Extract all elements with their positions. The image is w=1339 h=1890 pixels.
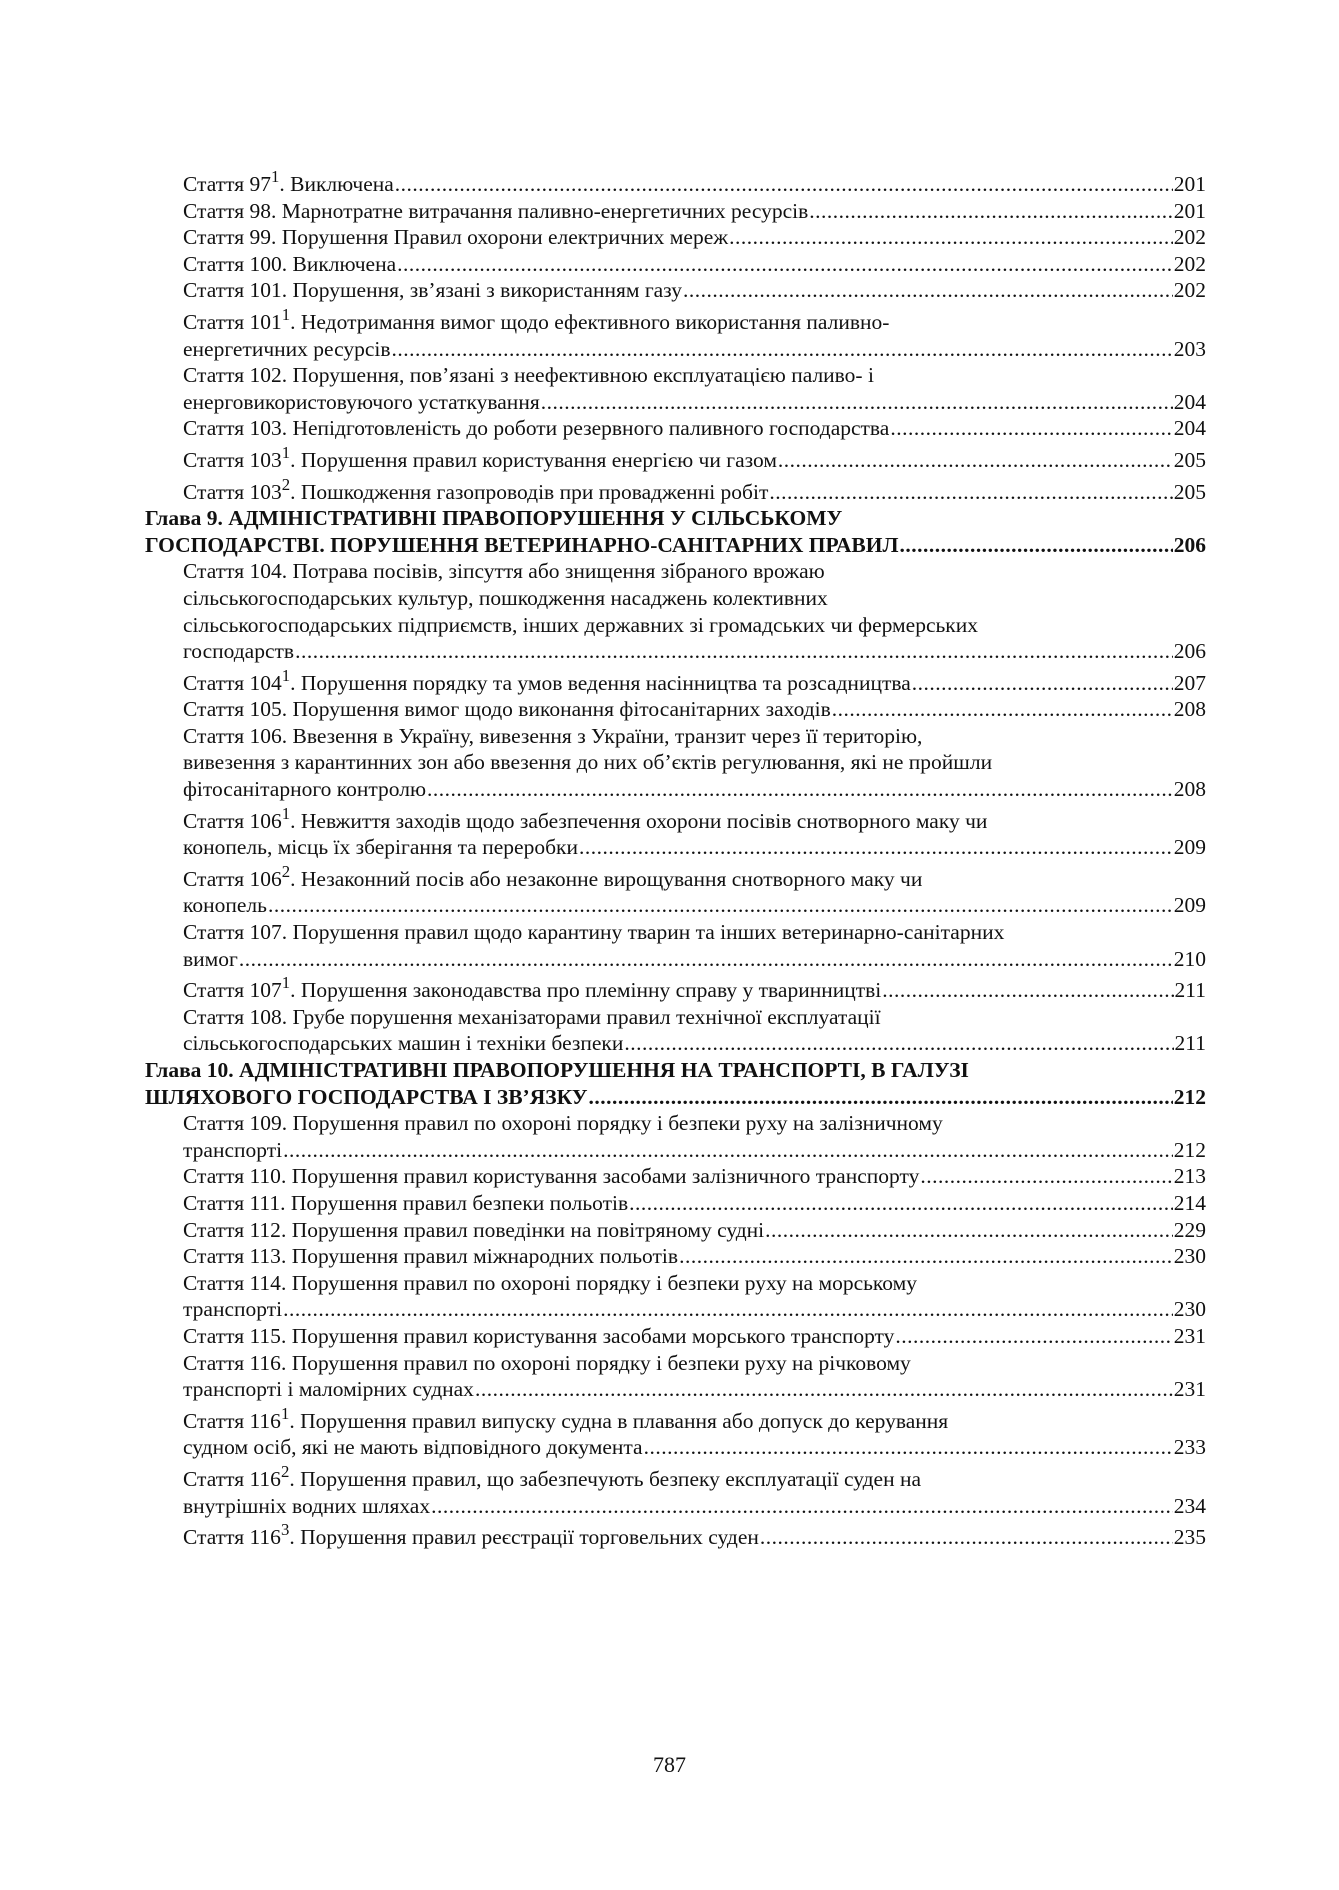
toc-entry-title bbox=[183, 612, 978, 639]
toc-page-number[interactable]: 235 bbox=[1173, 1525, 1206, 1550]
dot-leader bbox=[644, 1434, 1173, 1461]
toc-entry-title bbox=[183, 1217, 764, 1244]
article-superscript: 1 bbox=[280, 1403, 290, 1423]
toc-entry-line bbox=[183, 1004, 1206, 1031]
toc-entry-line bbox=[145, 1057, 1206, 1084]
entry-text: сільськогосподарських культур, пошкодження насаджень колективних bbox=[183, 585, 828, 610]
entry-text: господарств bbox=[183, 639, 295, 664]
toc-article-entry[interactable] bbox=[145, 1243, 1206, 1270]
toc-entry-title bbox=[183, 304, 890, 336]
article-number: Стаття 106 bbox=[183, 723, 282, 748]
dot-leader bbox=[283, 1137, 1173, 1164]
toc-article-entry[interactable] bbox=[145, 861, 1206, 919]
toc-article-entry[interactable] bbox=[145, 251, 1206, 278]
toc-entry-title bbox=[183, 198, 808, 225]
toc-entry-title bbox=[183, 1110, 943, 1137]
entry-text: . Виключена bbox=[281, 251, 397, 276]
toc-entry-line bbox=[183, 415, 1206, 442]
article-superscript: 1 bbox=[281, 973, 291, 992]
entry-text: внутрішніх водних шляхах bbox=[183, 1493, 431, 1518]
article-number: Стаття 107 bbox=[183, 920, 282, 945]
toc-page-number[interactable]: 230 bbox=[1173, 1297, 1206, 1322]
dot-leader bbox=[765, 1217, 1173, 1244]
toc-article-entry[interactable] bbox=[145, 442, 1206, 474]
toc-article-entry[interactable] bbox=[145, 198, 1206, 225]
article-number: Стаття 103 bbox=[183, 416, 282, 441]
entry-text: транспорті і маломірних суднах bbox=[183, 1377, 474, 1402]
entry-text: . Порушення правил щодо карантину тварин та інших ветеринарно-санітарних bbox=[281, 920, 1005, 945]
article-number: Стаття 104 bbox=[183, 670, 282, 695]
toc-page-number[interactable]: 207 bbox=[1173, 670, 1206, 695]
toc-article-entry[interactable] bbox=[145, 1461, 1206, 1519]
toc-entry-title bbox=[183, 1434, 643, 1461]
dot-leader bbox=[629, 1190, 1173, 1217]
toc-entry-line bbox=[183, 1493, 1206, 1520]
toc-entry-line bbox=[145, 532, 1206, 559]
article-number: Стаття 106 bbox=[183, 808, 282, 833]
toc-entry-title bbox=[183, 336, 391, 363]
toc-page-number[interactable]: 212 bbox=[1173, 1137, 1206, 1162]
toc-entry-title bbox=[183, 585, 828, 612]
toc-page-number[interactable]: 230 bbox=[1173, 1244, 1206, 1269]
dot-leader bbox=[760, 1524, 1173, 1551]
dot-leader bbox=[427, 776, 1173, 803]
toc-article-entry[interactable] bbox=[145, 1403, 1206, 1461]
toc-entry-title bbox=[183, 1461, 922, 1493]
toc-entry-line bbox=[183, 166, 1206, 198]
toc-entry-line bbox=[183, 389, 1206, 416]
dot-leader bbox=[431, 1493, 1173, 1520]
toc-page-number[interactable]: 205 bbox=[1173, 479, 1206, 504]
toc-chapter-entry[interactable] bbox=[145, 1057, 1206, 1110]
article-number: Стаття 101 bbox=[183, 278, 282, 303]
toc-entry-title bbox=[183, 723, 922, 750]
entry-text: . Виключена bbox=[279, 172, 394, 196]
entry-text: . Ввезення в Україну, вивезення з України, транзит через її територію, bbox=[281, 723, 923, 748]
entry-text: . Невжиття заходів щодо забезпечення охорони посівів снотворного маку чи bbox=[290, 808, 988, 833]
entry-text: . Недотримання вимог щодо ефективного використання паливно- bbox=[290, 309, 890, 334]
toc-entry-line bbox=[183, 1519, 1206, 1551]
entry-text: судном осіб, які не мають відповідного документа bbox=[183, 1435, 643, 1460]
toc-article-entry[interactable] bbox=[145, 1217, 1206, 1244]
toc-page-number[interactable]: 211 bbox=[1174, 1031, 1206, 1056]
toc-entry-title bbox=[145, 1057, 969, 1084]
toc-entry-title bbox=[183, 1270, 917, 1297]
entry-text: вимог bbox=[183, 946, 238, 971]
toc-entry-title bbox=[145, 505, 842, 532]
toc-entry-title bbox=[145, 1084, 588, 1111]
toc-entry-line bbox=[183, 919, 1206, 946]
entry-text: . Непідготовленість до роботи резервного паливного господарства bbox=[281, 416, 890, 441]
toc-entry-title bbox=[183, 834, 578, 861]
toc-article-entry[interactable] bbox=[145, 696, 1206, 723]
toc-page-number[interactable]: 203 bbox=[1173, 336, 1206, 361]
toc-page-number[interactable]: 202 bbox=[1173, 225, 1206, 250]
dot-leader bbox=[283, 1296, 1173, 1323]
entry-text: . Порушення правил користування енергією чи газом bbox=[290, 447, 777, 472]
toc-entry-line bbox=[183, 1163, 1206, 1190]
toc-entry-line bbox=[183, 1376, 1206, 1403]
toc-article-entry[interactable] bbox=[145, 558, 1206, 664]
toc-entry-title bbox=[183, 1004, 881, 1031]
toc-page-number[interactable]: 209 bbox=[1173, 893, 1206, 918]
toc-entry-line bbox=[183, 1296, 1206, 1323]
entry-text: енерговикористовуючого устаткування bbox=[183, 389, 540, 414]
toc-entry-line bbox=[183, 834, 1206, 861]
toc-article-entry[interactable] bbox=[145, 224, 1206, 251]
dot-leader bbox=[890, 415, 1172, 442]
toc-entry-title bbox=[183, 776, 426, 803]
article-superscript: 1 bbox=[270, 166, 280, 186]
entry-text: конопель bbox=[183, 893, 267, 918]
toc-article-entry[interactable] bbox=[145, 1519, 1206, 1551]
toc-entry-title bbox=[183, 1296, 282, 1323]
toc-entry-line bbox=[183, 1323, 1206, 1350]
article-superscript: 2 bbox=[280, 1461, 290, 1481]
toc-entry-title bbox=[183, 1519, 759, 1551]
dot-leader bbox=[268, 892, 1173, 919]
entry-text: . Порушення правил користування засобами морського транспорту bbox=[280, 1323, 895, 1348]
toc-page-number[interactable]: 204 bbox=[1173, 389, 1206, 414]
table-of-contents bbox=[145, 166, 1206, 1551]
article-number: Стаття 111 bbox=[183, 1190, 281, 1215]
toc-entry-title bbox=[183, 166, 394, 198]
dot-leader bbox=[832, 696, 1173, 723]
toc-article-entry[interactable] bbox=[145, 474, 1206, 506]
toc-entry-title bbox=[183, 973, 882, 1004]
toc-entry-title bbox=[183, 1190, 628, 1217]
toc-chapter-entry[interactable] bbox=[145, 505, 1206, 558]
toc-entry-line bbox=[183, 198, 1206, 225]
dot-leader bbox=[395, 171, 1173, 198]
article-superscript: 1 bbox=[281, 442, 291, 462]
article-superscript: 1 bbox=[281, 304, 291, 324]
toc-entry-line bbox=[183, 558, 1206, 585]
article-number: Стаття 101 bbox=[183, 309, 282, 334]
dot-leader bbox=[769, 479, 1172, 506]
toc-entry-title bbox=[183, 1376, 474, 1403]
article-number: Стаття 103 bbox=[183, 447, 282, 472]
toc-page-number[interactable]: 212 bbox=[1173, 1084, 1206, 1109]
entry-text: . Марнотратне витрачання паливно-енергетичних ресурсів bbox=[270, 198, 809, 223]
dot-leader bbox=[882, 977, 1173, 1004]
toc-page-number[interactable]: 202 bbox=[1173, 251, 1206, 276]
entry-text: Глава 10. АДМІНІСТРАТИВНІ ПРАВОПОРУШЕННЯ НА ТРАНСПОРТІ, В ГАЛУЗІ bbox=[145, 1058, 969, 1082]
entry-text: . Порушення правил по охороні порядку і безпеки руху на залізничному bbox=[281, 1111, 943, 1136]
toc-page-number[interactable]: 206 bbox=[1173, 532, 1206, 557]
toc-entry-line bbox=[183, 1137, 1206, 1164]
toc-entry-title bbox=[183, 558, 825, 585]
entry-text: . Пошкодження газопроводів при провадженні робіт bbox=[290, 479, 769, 504]
toc-page-number[interactable]: 208 bbox=[1173, 697, 1206, 722]
dot-leader bbox=[589, 1084, 1173, 1111]
toc-entry-title bbox=[183, 892, 267, 919]
toc-page-number[interactable]: 202 bbox=[1173, 278, 1206, 303]
dot-leader bbox=[397, 251, 1173, 278]
toc-entry-title bbox=[183, 696, 831, 723]
toc-entry-line bbox=[145, 505, 1206, 532]
article-number: Стаття 112 bbox=[183, 1217, 281, 1242]
toc-entry-line bbox=[183, 776, 1206, 803]
toc-entry-title bbox=[183, 861, 923, 893]
toc-article-entry[interactable] bbox=[145, 919, 1206, 972]
toc-page-number[interactable]: 214 bbox=[1173, 1190, 1206, 1215]
toc-article-entry[interactable] bbox=[145, 1350, 1206, 1403]
dot-leader bbox=[895, 1323, 1172, 1350]
article-superscript: 2 bbox=[281, 861, 291, 881]
article-number: Стаття 98 bbox=[183, 198, 271, 223]
entry-text: . Порушення правил користування засобами залізничного транспорту bbox=[280, 1164, 920, 1189]
entry-text: транспорті bbox=[183, 1297, 283, 1322]
toc-entry-title bbox=[183, 1030, 623, 1057]
toc-entry-title bbox=[183, 442, 777, 474]
entry-text: вивезення з карантинних зон або ввезення до них об’єктів регулювання, які не пройшли bbox=[183, 750, 993, 775]
toc-article-entry[interactable] bbox=[145, 304, 1206, 362]
dot-leader bbox=[239, 946, 1173, 973]
toc-entry-title bbox=[183, 749, 992, 776]
toc-entry-line bbox=[183, 304, 1206, 336]
entry-text: . Порушення, зв’язані з використанням газу bbox=[281, 278, 682, 303]
article-number: Стаття 104 bbox=[183, 559, 282, 584]
dot-leader bbox=[392, 336, 1173, 363]
article-number: Стаття 102 bbox=[183, 363, 282, 388]
toc-entry-line bbox=[183, 442, 1206, 474]
entry-text: . Грубе порушення механізаторами правил технічної експлуатації bbox=[281, 1004, 881, 1029]
toc-entry-line bbox=[183, 251, 1206, 278]
article-number: Стаття 100 bbox=[183, 251, 282, 276]
dot-leader bbox=[809, 198, 1172, 225]
dot-leader bbox=[679, 1243, 1173, 1270]
entry-text: . Порушення правил безпеки польотів bbox=[280, 1190, 629, 1215]
entry-text: ГОСПОДАРСТВІ. ПОРУШЕННЯ ВЕТЕРИНАРНО-САНІТАРНИХ ПРАВИЛ bbox=[145, 532, 899, 557]
toc-page-number[interactable]: 201 bbox=[1173, 172, 1206, 196]
toc-entry-line bbox=[183, 1461, 1206, 1493]
toc-page-number[interactable]: 213 bbox=[1173, 1164, 1206, 1189]
toc-entry-title bbox=[183, 665, 911, 697]
page-number: 787 bbox=[653, 1752, 686, 1777]
toc-entry-line bbox=[183, 224, 1206, 251]
dot-leader bbox=[778, 447, 1173, 474]
toc-entry-line bbox=[183, 474, 1206, 506]
toc-entry-line bbox=[183, 362, 1206, 389]
entry-text: . Порушення, пов’язані з неефективною експлуатацією паливо- і bbox=[281, 363, 874, 388]
toc-article-entry[interactable] bbox=[145, 1004, 1206, 1057]
dot-leader bbox=[475, 1376, 1173, 1403]
toc-entry-title bbox=[183, 224, 728, 251]
toc-page-number[interactable]: 205 bbox=[1173, 447, 1206, 472]
article-superscript: 3 bbox=[280, 1519, 290, 1539]
toc-entry-title bbox=[183, 1323, 894, 1350]
toc-entry-title bbox=[183, 277, 682, 304]
toc-entry-title bbox=[183, 389, 540, 416]
toc-entry-title bbox=[183, 474, 769, 506]
toc-article-entry[interactable] bbox=[145, 277, 1206, 304]
toc-entry-line bbox=[183, 1434, 1206, 1461]
entry-text: конопель, місць їх зберігання та переробки bbox=[183, 835, 578, 860]
article-number: Стаття 116 bbox=[183, 1466, 281, 1491]
entry-text: . Порушення правил, що забезпечують безпеку експлуатації суден на bbox=[289, 1466, 922, 1491]
toc-entry-title bbox=[183, 1137, 282, 1164]
dot-leader bbox=[624, 1030, 1173, 1057]
toc-entry-line bbox=[183, 1403, 1206, 1435]
article-number: Стаття 110 bbox=[183, 1164, 281, 1189]
toc-article-entry[interactable] bbox=[145, 1323, 1206, 1350]
entry-text: . Порушення правил випуску судна в плавання або допуск до керування bbox=[289, 1408, 949, 1433]
article-number: Стаття 108 bbox=[183, 1004, 282, 1029]
entry-text: . Порушення порядку та умов ведення насінництва та розсадництва bbox=[290, 670, 911, 695]
entry-text: . Порушення вимог щодо виконання фітосанітарних заходів bbox=[281, 697, 831, 722]
toc-entry-title bbox=[183, 1493, 430, 1520]
toc-entry-line bbox=[183, 612, 1206, 639]
toc-article-entry[interactable] bbox=[145, 1163, 1206, 1190]
dot-leader bbox=[683, 277, 1173, 304]
article-superscript: 1 bbox=[281, 665, 291, 685]
entry-text: . Незаконний посів або незаконне вирощування снотворного маку чи bbox=[290, 866, 923, 891]
toc-entry-title bbox=[183, 803, 988, 835]
toc-entry-line bbox=[183, 665, 1206, 697]
article-number: Стаття 116 bbox=[183, 1408, 281, 1433]
toc-entry-title bbox=[183, 415, 889, 442]
toc-entry-title bbox=[183, 1403, 949, 1435]
toc-entry-line bbox=[183, 803, 1206, 835]
toc-page-number[interactable]: 229 bbox=[1173, 1217, 1206, 1242]
article-number: Стаття 116 bbox=[183, 1525, 281, 1550]
toc-entry-line bbox=[183, 336, 1206, 363]
toc-article-entry[interactable] bbox=[145, 415, 1206, 442]
toc-page-number[interactable]: 204 bbox=[1173, 416, 1206, 441]
toc-page-number[interactable]: 206 bbox=[1173, 639, 1206, 664]
entry-text: енергетичних ресурсів bbox=[183, 336, 391, 361]
toc-entry-line bbox=[183, 1243, 1206, 1270]
dot-leader bbox=[912, 670, 1173, 697]
toc-entry-line bbox=[183, 1270, 1206, 1297]
article-number: Стаття 105 bbox=[183, 697, 282, 722]
toc-page-number[interactable]: 209 bbox=[1173, 835, 1206, 860]
toc-entry-title bbox=[183, 946, 238, 973]
toc-entry-line bbox=[183, 723, 1206, 750]
dot-leader bbox=[295, 638, 1173, 665]
article-number: Стаття 107 bbox=[183, 978, 282, 1003]
toc-entry-line bbox=[183, 861, 1206, 893]
dot-leader bbox=[541, 389, 1173, 416]
toc-entry-title bbox=[183, 362, 874, 389]
article-number: Стаття 114 bbox=[183, 1270, 281, 1295]
dot-leader bbox=[579, 834, 1173, 861]
toc-entry-title bbox=[183, 919, 1004, 946]
article-number: Стаття 109 bbox=[183, 1111, 282, 1136]
article-superscript: 2 bbox=[281, 474, 291, 494]
toc-article-entry[interactable] bbox=[145, 362, 1206, 415]
toc-entry-line bbox=[145, 1084, 1206, 1111]
toc-entry-line bbox=[183, 1110, 1206, 1137]
entry-text: Глава 9. АДМІНІСТРАТИВНІ ПРАВОПОРУШЕННЯ У СІЛЬСЬКОМУ bbox=[145, 506, 843, 531]
toc-entry-title bbox=[183, 251, 396, 278]
article-number: Стаття 103 bbox=[183, 479, 282, 504]
toc-entry-line bbox=[183, 892, 1206, 919]
entry-text: . Порушення правил поведінки на повітряному судні bbox=[280, 1217, 765, 1242]
article-number: Стаття 106 bbox=[183, 866, 282, 891]
toc-entry-line bbox=[183, 946, 1206, 973]
entry-text: . Порушення правил по охороні порядку і безпеки руху на річковому bbox=[280, 1350, 911, 1375]
entry-text: сільськогосподарських підприємств, інших державних зі громадських чи фермерських bbox=[183, 612, 978, 637]
toc-article-entry[interactable] bbox=[145, 723, 1206, 803]
entry-text: транспорті bbox=[183, 1137, 283, 1162]
toc-page-number[interactable]: 233 bbox=[1173, 1435, 1206, 1460]
toc-entry-line bbox=[183, 696, 1206, 723]
toc-article-entry[interactable] bbox=[145, 665, 1206, 697]
toc-entry-line bbox=[183, 585, 1206, 612]
toc-entry-line bbox=[183, 1190, 1206, 1217]
toc-entry-line bbox=[183, 1030, 1206, 1057]
toc-page-number[interactable]: 208 bbox=[1173, 777, 1206, 802]
toc-page-number[interactable]: 231 bbox=[1173, 1323, 1206, 1348]
dot-leader bbox=[729, 224, 1173, 251]
entry-text: . Порушення правил по охороні порядку і безпеки руху на морському bbox=[280, 1270, 917, 1295]
article-number: Стаття 97 bbox=[183, 172, 271, 196]
toc-entry-line bbox=[183, 973, 1206, 1004]
toc-page-number[interactable]: 211 bbox=[1174, 978, 1206, 1003]
toc-entry-title bbox=[183, 638, 294, 665]
article-number: Стаття 113 bbox=[183, 1244, 281, 1269]
entry-text: . Порушення правил реєстрації торговельних суден bbox=[289, 1525, 759, 1550]
entry-text: . Потрава посівів, зіпсуття або знищення зібраного врожаю bbox=[281, 559, 825, 584]
toc-page-number[interactable]: 231 bbox=[1173, 1377, 1206, 1402]
entry-text: ШЛЯХОВОГО ГОСПОДАРСТВА І ЗВ’ЯЗКУ bbox=[145, 1084, 588, 1109]
entry-text: . Порушення Правил охорони електричних мереж bbox=[270, 225, 729, 250]
toc-article-entry[interactable] bbox=[145, 1110, 1206, 1163]
toc-entry-line bbox=[183, 1350, 1206, 1377]
toc-page-number[interactable]: 234 bbox=[1173, 1493, 1206, 1518]
toc-entry-line bbox=[183, 638, 1206, 665]
toc-entry-title bbox=[183, 1243, 678, 1270]
dot-leader bbox=[899, 532, 1172, 559]
article-superscript: 1 bbox=[281, 803, 291, 823]
toc-entry-title bbox=[183, 1350, 911, 1377]
article-number: Стаття 115 bbox=[183, 1323, 281, 1348]
toc-page-number[interactable]: 210 bbox=[1173, 946, 1206, 971]
toc-article-entry[interactable] bbox=[145, 1270, 1206, 1323]
toc-entry-title bbox=[145, 532, 898, 559]
entry-text: сільськогосподарських машин і техніки безпеки bbox=[183, 1031, 624, 1056]
toc-article-entry[interactable] bbox=[145, 1190, 1206, 1217]
entry-text: . Порушення законодавства про племінну справу у тваринництві bbox=[290, 978, 882, 1003]
toc-entry-line bbox=[183, 1217, 1206, 1244]
toc-article-entry[interactable] bbox=[145, 166, 1206, 198]
toc-entry-title bbox=[183, 1163, 919, 1190]
toc-entry-line bbox=[183, 277, 1206, 304]
entry-text: . Порушення правил міжнародних польотів bbox=[280, 1244, 679, 1269]
article-number: Стаття 116 bbox=[183, 1350, 281, 1375]
toc-entry-line bbox=[183, 749, 1206, 776]
toc-page-number[interactable]: 201 bbox=[1173, 198, 1206, 223]
toc-article-entry[interactable] bbox=[145, 973, 1206, 1004]
toc-article-entry[interactable] bbox=[145, 803, 1206, 861]
dot-leader bbox=[920, 1163, 1172, 1190]
entry-text: фітосанітарного контролю bbox=[183, 777, 427, 802]
article-number: Стаття 99 bbox=[183, 225, 271, 250]
